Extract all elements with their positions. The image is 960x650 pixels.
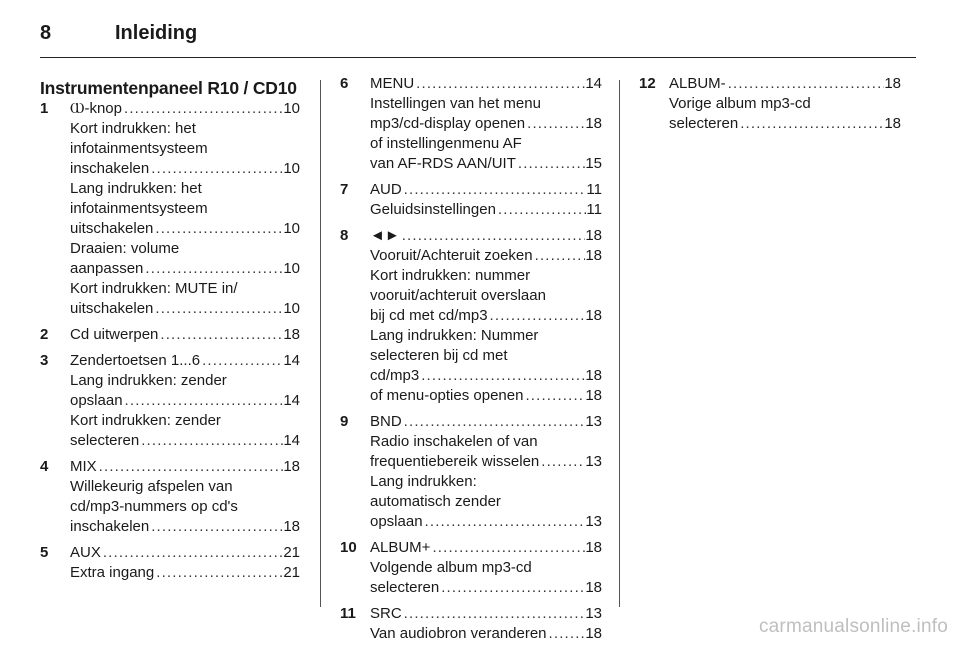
index-line [370, 386, 602, 406]
description-line [370, 266, 602, 286]
line-text: BND [370, 413, 402, 430]
description-line [70, 371, 300, 391]
line-text: van AF-RDS AAN/UIT [370, 155, 516, 172]
line-text: Kort indrukken: het [70, 120, 196, 137]
entry-number: 7 [340, 181, 349, 198]
description-line [370, 94, 602, 114]
index-line [370, 74, 602, 94]
control-entry [40, 543, 300, 583]
line-text: Lang indrukken: [370, 473, 477, 490]
dot-leader [149, 517, 283, 537]
description-line [70, 411, 300, 431]
page-reference-link[interactable]: 18 [283, 326, 300, 343]
page-reference-link[interactable]: 18 [585, 579, 602, 596]
index-line [370, 604, 602, 624]
index-line [669, 114, 901, 134]
line-text: MIX [70, 458, 97, 475]
line-text: Geluidsinstellingen [370, 201, 496, 218]
column-1 [40, 74, 300, 589]
column-3 [639, 74, 901, 140]
dot-leader [153, 219, 283, 239]
line-text: frequentiebereik wisselen [370, 453, 540, 470]
dot-leader [400, 226, 586, 246]
dot-leader [158, 325, 283, 345]
page-reference-link[interactable]: 14 [283, 392, 300, 409]
control-entry [40, 457, 300, 537]
index-line [370, 366, 602, 386]
page-reference-link[interactable]: 18 [585, 539, 602, 556]
control-entry [340, 412, 602, 532]
line-text: ALBUM- [669, 75, 726, 92]
description-line [70, 477, 300, 497]
dot-leader [402, 412, 586, 432]
line-text: opslaan [70, 392, 123, 409]
control-entry [340, 604, 602, 644]
line-text: inschakelen [70, 160, 150, 177]
line-text: SRC [370, 605, 402, 622]
dot-leader [496, 200, 587, 220]
line-text: Lang indrukken: het [70, 180, 202, 197]
page-reference-link[interactable]: 10 [283, 260, 300, 277]
index-line [370, 578, 602, 598]
line-text: uitschakelen [70, 220, 154, 237]
dot-leader [143, 259, 283, 279]
dot-leader [726, 74, 885, 94]
line-text: Vooruit/Achteruit zoeken [370, 247, 533, 264]
section-title: Instrumentenpaneel R10 / CD10 [40, 78, 297, 98]
dot-leader [122, 99, 283, 119]
entry-number: 5 [40, 544, 49, 561]
line-text: AUX [70, 544, 101, 561]
description-line [70, 497, 300, 517]
page-reference-link[interactable]: 14 [585, 75, 602, 92]
line-text: cd/mp3 [370, 367, 420, 384]
index-line [370, 512, 602, 532]
description-line [70, 239, 300, 259]
line-text: Volgende album mp3-cd [370, 559, 532, 576]
line-text: selecteren [370, 579, 440, 596]
dot-leader [154, 563, 283, 583]
page-reference-link[interactable]: 21 [283, 564, 300, 581]
watermark: carmanualsonline.info [758, 616, 948, 637]
description-line [370, 346, 602, 366]
dot-leader [402, 604, 586, 624]
index-line [70, 325, 300, 345]
dot-leader [525, 114, 585, 134]
index-line [370, 538, 602, 558]
page-reference-link[interactable]: 10 [283, 100, 300, 117]
page-reference-link[interactable]: 10 [283, 160, 300, 177]
index-line [70, 299, 300, 319]
description-line [70, 199, 300, 219]
page-reference-link[interactable]: 21 [283, 544, 300, 561]
dot-leader [139, 431, 283, 451]
line-text: Zendertoetsen 1...6 [70, 352, 201, 369]
page-reference-link[interactable]: 18 [585, 367, 602, 384]
header-rule [40, 57, 916, 58]
index-line [70, 431, 300, 451]
page-reference-link[interactable]: 18 [884, 115, 901, 132]
index-line [669, 74, 901, 94]
index-line [370, 306, 602, 326]
dot-leader [430, 538, 585, 558]
entry-number: 8 [340, 227, 349, 244]
control-entry [340, 226, 602, 406]
page-reference-link[interactable]: 18 [283, 518, 300, 535]
dot-leader [523, 386, 585, 406]
line-text: Instellingen van het menu [370, 95, 541, 112]
description-line [70, 139, 300, 159]
index-line [370, 180, 602, 200]
page-reference-link[interactable]: 18 [283, 458, 300, 475]
line-text: Extra ingang [70, 564, 155, 581]
index-line [370, 412, 602, 432]
entry-number: 10 [340, 539, 357, 556]
index-line [70, 517, 300, 537]
control-entry [340, 180, 602, 220]
description-line [370, 432, 602, 452]
description-line [370, 286, 602, 306]
page-reference-link[interactable]: 18 [585, 227, 602, 244]
line-text: Kort indrukken: zender [70, 412, 221, 429]
page-reference-link[interactable]: 14 [283, 352, 300, 369]
dot-leader [533, 246, 586, 266]
line-text: MENU [370, 75, 415, 92]
line-text: Radio inschakelen of van [370, 433, 538, 450]
dot-leader [547, 624, 586, 644]
line-text: Kort indrukken: MUTE in/ [70, 280, 238, 297]
entry-number: 2 [40, 326, 49, 343]
dot-leader [200, 351, 283, 371]
description-line [370, 492, 602, 512]
line-text: Vorige album mp3-cd [669, 95, 811, 112]
page-reference-link[interactable]: 13 [585, 413, 602, 430]
description-line [370, 558, 602, 578]
line-text: Ⲱ-knop [70, 100, 122, 117]
control-entry [40, 99, 300, 319]
line-text: vooruit/achteruit overslaan [370, 287, 546, 304]
line-text: infotainmentsysteem [70, 200, 208, 217]
description-line [370, 134, 602, 154]
page-reference-link[interactable]: 10 [283, 220, 300, 237]
dot-leader [153, 299, 283, 319]
control-entry [40, 351, 300, 451]
page-reference-link[interactable]: 18 [585, 625, 602, 642]
page-reference-link[interactable]: 18 [585, 387, 602, 404]
dot-leader [419, 366, 585, 386]
line-text: mp3/cd-display openen [370, 115, 526, 132]
entry-number: 9 [340, 413, 349, 430]
index-line [70, 351, 300, 371]
dot-leader [539, 452, 585, 472]
control-entry [40, 325, 300, 345]
description-line [70, 119, 300, 139]
description-line [70, 279, 300, 299]
line-text: ALBUM+ [370, 539, 431, 556]
page-reference-link[interactable]: 15 [585, 155, 602, 172]
line-text: Kort indrukken: nummer [370, 267, 531, 284]
dot-leader [402, 180, 587, 200]
page-reference-link[interactable]: 14 [283, 432, 300, 449]
index-line [70, 563, 300, 583]
dot-leader [97, 457, 284, 477]
dot-leader [738, 114, 884, 134]
index-line [70, 99, 300, 119]
line-text: Lang indrukken: Nummer [370, 327, 539, 344]
column-divider-2 [619, 80, 620, 607]
line-text: inschakelen [70, 518, 150, 535]
index-line [70, 159, 300, 179]
dot-leader [101, 543, 283, 563]
dot-leader [439, 578, 585, 598]
column-2 [340, 74, 602, 650]
control-entry [639, 74, 901, 134]
line-text: selecteren [70, 432, 140, 449]
line-text: Van audiobron veranderen [370, 625, 547, 642]
line-text: infotainmentsysteem [70, 140, 208, 157]
line-text: opslaan [370, 513, 423, 530]
line-text: Cd uitwerpen [70, 326, 159, 343]
entry-number: 1 [40, 100, 49, 117]
index-line [370, 154, 602, 174]
index-line [70, 219, 300, 239]
line-text: cd/mp3-nummers op cd's [70, 498, 238, 515]
index-line [70, 543, 300, 563]
index-line [370, 246, 602, 266]
index-line [70, 259, 300, 279]
page-title: Inleiding [115, 22, 198, 44]
line-text: Willekeurig afspelen van [70, 478, 233, 495]
description-line [669, 94, 901, 114]
control-entry [340, 538, 602, 598]
page-number: 8 [40, 22, 52, 44]
dot-leader [149, 159, 283, 179]
page-reference-link[interactable]: 13 [585, 605, 602, 622]
page-reference-link[interactable]: 18 [585, 115, 602, 132]
line-text: Draaien: volume [70, 240, 180, 257]
control-entry [340, 74, 602, 174]
description-line [70, 179, 300, 199]
page-reference-link[interactable]: 18 [585, 247, 602, 264]
page-reference-link[interactable]: 13 [585, 513, 602, 530]
line-text: selecteren bij cd met [370, 347, 508, 364]
line-text: Lang indrukken: zender [70, 372, 227, 389]
page-reference-link[interactable]: 18 [884, 75, 901, 92]
line-text: selecteren [669, 115, 739, 132]
entry-number: 6 [340, 75, 349, 92]
entry-number: 4 [40, 458, 49, 475]
page-reference-link[interactable]: 18 [585, 307, 602, 324]
line-text: aanpassen [70, 260, 144, 277]
entry-number: 11 [340, 605, 356, 622]
line-text: bij cd met cd/mp3 [370, 307, 488, 324]
index-line [370, 114, 602, 134]
index-line [70, 457, 300, 477]
page-reference-link[interactable]: 11 [586, 201, 602, 218]
page-reference-link[interactable]: 13 [585, 453, 602, 470]
index-line [370, 624, 602, 644]
entry-number: 3 [40, 352, 49, 369]
line-text: ◄► [370, 227, 400, 244]
index-line [370, 200, 602, 220]
line-text: uitschakelen [70, 300, 154, 317]
line-text: automatisch zender [370, 493, 501, 510]
page-reference-link[interactable]: 10 [283, 300, 300, 317]
page-reference-link[interactable]: 11 [586, 181, 602, 198]
index-line [370, 452, 602, 472]
description-line [370, 326, 602, 346]
dot-leader [423, 512, 586, 532]
dot-leader [414, 74, 585, 94]
entry-number: 12 [639, 75, 656, 92]
line-text: of menu-opties openen [370, 387, 524, 404]
dot-leader [123, 391, 284, 411]
column-divider-1 [320, 80, 321, 607]
line-text: AUD [370, 181, 402, 198]
line-text: of instellingenmenu AF [370, 135, 522, 152]
dot-leader [488, 306, 586, 326]
description-line [370, 472, 602, 492]
page-header [40, 18, 916, 52]
index-line [70, 391, 300, 411]
dot-leader [516, 154, 585, 174]
index-line [370, 226, 602, 246]
